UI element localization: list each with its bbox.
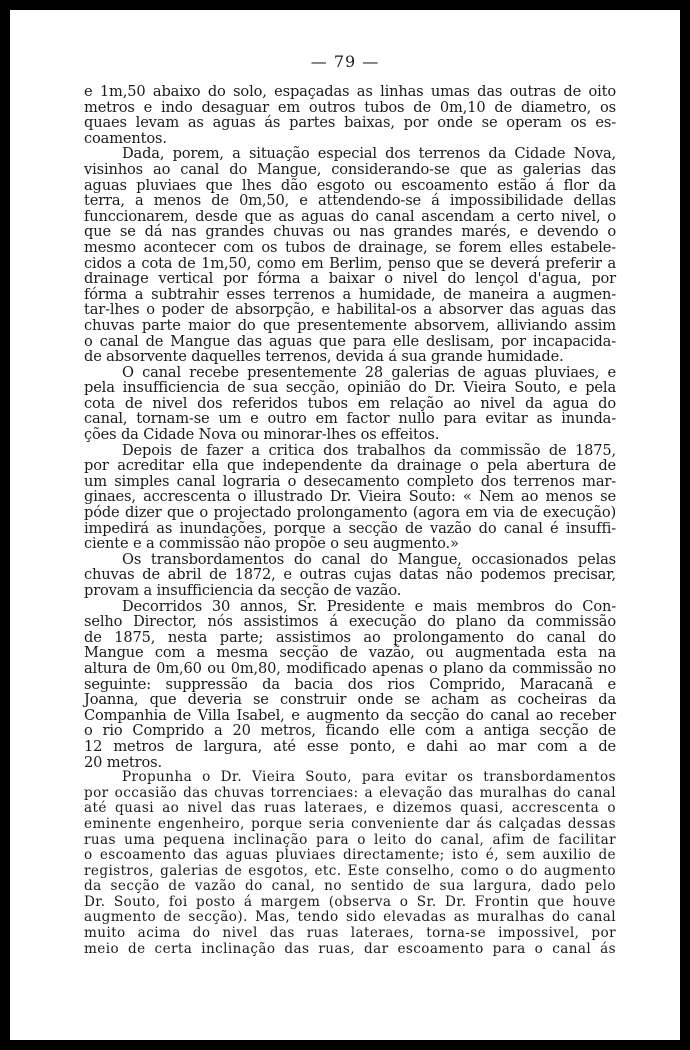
text-line: ciente e a commissão não propõe o seu augmento.» (84, 535, 459, 553)
text-line: visinhos ao canal do Mangue, considerando-se que as galerias das (84, 160, 616, 178)
text-line: Os transbordamentos do canal do Mangue, occasionados pelas (122, 550, 616, 568)
text-line: funccionarem, desde que as aguas do canal ascendam a certo nivel, o (84, 207, 616, 225)
text-line: muito acima do nivel das ruas lateraes, torna-se impossivel, por (84, 925, 616, 942)
text-line: coamentos. (84, 129, 167, 147)
text-line: tar-lhes o poder de absorpção, e habilital-os a absorver das aguas das (84, 301, 616, 319)
text-line: ruas uma pequena inclinação para o leito do canal, afim de facilitar (84, 831, 616, 848)
document-page (10, 10, 680, 1040)
text-line: da secção de vazão do canal, no sentido de sua largura, dado pelo (84, 878, 616, 895)
text-line: Propunha o Dr. Vieira Souto, para evitar os transbordamentos (122, 769, 616, 786)
text-line: ginaes, accrescenta o illustrado Dr. Vieira Souto: « Nem ao menos se (84, 488, 616, 506)
text-line: chuvas parte maior do que presentemente absorvem, alliviando assim (84, 316, 616, 334)
text-line: terra, a menos de 0m,50, e attendendo-se á impossibilidade dellas (84, 192, 616, 210)
text-line: um simples canal lograria o desecamento completo dos terrenos mar- (84, 472, 616, 490)
text-line: Decorridos 30 annos, Sr. Presidente e mais membros do Con- (122, 597, 616, 615)
text-line: até quasi ao nivel das ruas lateraes, e dizemos quasi, accrescenta o (84, 800, 616, 817)
text-line: Dada, porem, a situação especial dos terrenos da Cidade Nova, (122, 145, 616, 163)
text-line: altura de 0m,60 ou 0m,80, modificado apenas o plano da commissão no (84, 659, 616, 677)
text-line: eminente engenheiro, porque seria conveniente dar ás calçadas dessas (84, 815, 616, 832)
text-line: O canal recebe presentemente 28 galerias de aguas pluviaes, e (122, 363, 616, 381)
text-line: meio de certa inclinação das ruas, dar escoamento para o canal ás (84, 940, 616, 957)
text-line: provam a insufficiencia da secção de vazão. (84, 582, 402, 599)
text-line: por occasião das chuvas torrenciaes: a elevação das muralhas do canal (84, 784, 616, 801)
text-line: Mangue com a mesma secção de vazão, ou augmentada esta na (84, 644, 616, 662)
text-line: por acreditar ella que independente da drainage o pela abertura de (84, 457, 616, 475)
text-line: impedirá as inundações, porque a secção de vazão do canal é insuffi- (84, 519, 616, 537)
text-line: seguinte: suppressão da bacia dos rios Comprido, Maracanã e (84, 675, 616, 693)
text-line: canal, tornam-se um e outro em factor nullo para evitar as inunda- (84, 410, 616, 428)
text-line: Dr. Souto, foi posto á margem (observa o Sr. Dr. Frontin que houve (84, 893, 616, 910)
text-line: Depois de fazer a critica dos trabalhos da commissão de 1875, (122, 441, 616, 459)
text-line: pela insufficiencia de sua secção, opinião do Dr. Vieira Souto, e pela (84, 379, 616, 397)
text-line: cidos a cota de 1m,50, como em Berlim, penso que se deverá preferir a (84, 254, 616, 272)
text-line: registros, galerias de esgotos, etc. Este conselho, como o do augmento (84, 862, 616, 879)
text-line: mesmo acontecer com os tubos de drainage, se forem elles estabele- (84, 238, 616, 256)
text-line: Companhia de Villa Isabel, e augmento da secção do canal ao receber (84, 706, 616, 724)
text-line: cota de nivel dos referidos tubos em relação ao nivel da agua do (84, 394, 616, 412)
text-line: chuvas de abril de 1872, e outras cujas datas não podemos precisar, (84, 566, 616, 584)
text-line: póde dizer que o projectado prolongamento (agora em via de execução) (84, 504, 616, 522)
text-line: 12 metros de largura, até esse ponto, e dahi ao mar com a de (84, 737, 616, 755)
text-line: selho Director, nós assistimos á execução do plano da commissão (84, 613, 616, 631)
text-line: o escoamento das aguas pluviaes directamente; isto é, sem auxilio de (84, 847, 616, 864)
text-line: 20 metros. (84, 753, 162, 771)
text-line: quaes levam as aguas ás partes baixas, por onde se operam os es- (84, 114, 616, 132)
text-line: de 1875, nesta parte; assistimos ao prolongamento do canal do (84, 628, 616, 646)
body-text (84, 84, 616, 957)
text-line: o rio Comprido a 20 metros, ficando elle com a antiga secção de (84, 722, 616, 740)
text-line: Joanna, que deveria se construir onde se acham as cocheiras da (84, 691, 616, 709)
text-line: drainage vertical por fórma a baixar o nivel do lençol d'agua, por (84, 270, 616, 288)
text-line: aguas pluviaes que lhes dão esgoto ou escoamento estão á flor da (84, 176, 616, 194)
text-line: que se dá nas grandes chuvas ou nas grandes marés, e devendo o (84, 223, 616, 241)
text-line: metros e indo desaguar em outros tubos de 0m,10 de diametro, os (84, 98, 616, 116)
text-line: de absorvente daquelles terrenos, devida á sua grande humidade. (84, 348, 564, 366)
text-line: o canal de Mangue das aguas que para elle deslisam, por incapacida- (84, 332, 616, 350)
text-line: augmento de secção). Mas, tendo sido elevadas as muralhas do canal (84, 909, 616, 926)
text-line: e 1m,50 abaixo do solo, espaçadas as linhas umas das outras de oito (84, 83, 616, 100)
text-line: ções da Cidade Nova ou minorar-lhes os effeitos. (84, 426, 440, 444)
text-line: fórma a subtrahir esses terrenos a humidade, de maneira a augmen- (84, 285, 616, 303)
page-number: — 79 — (310, 52, 380, 71)
